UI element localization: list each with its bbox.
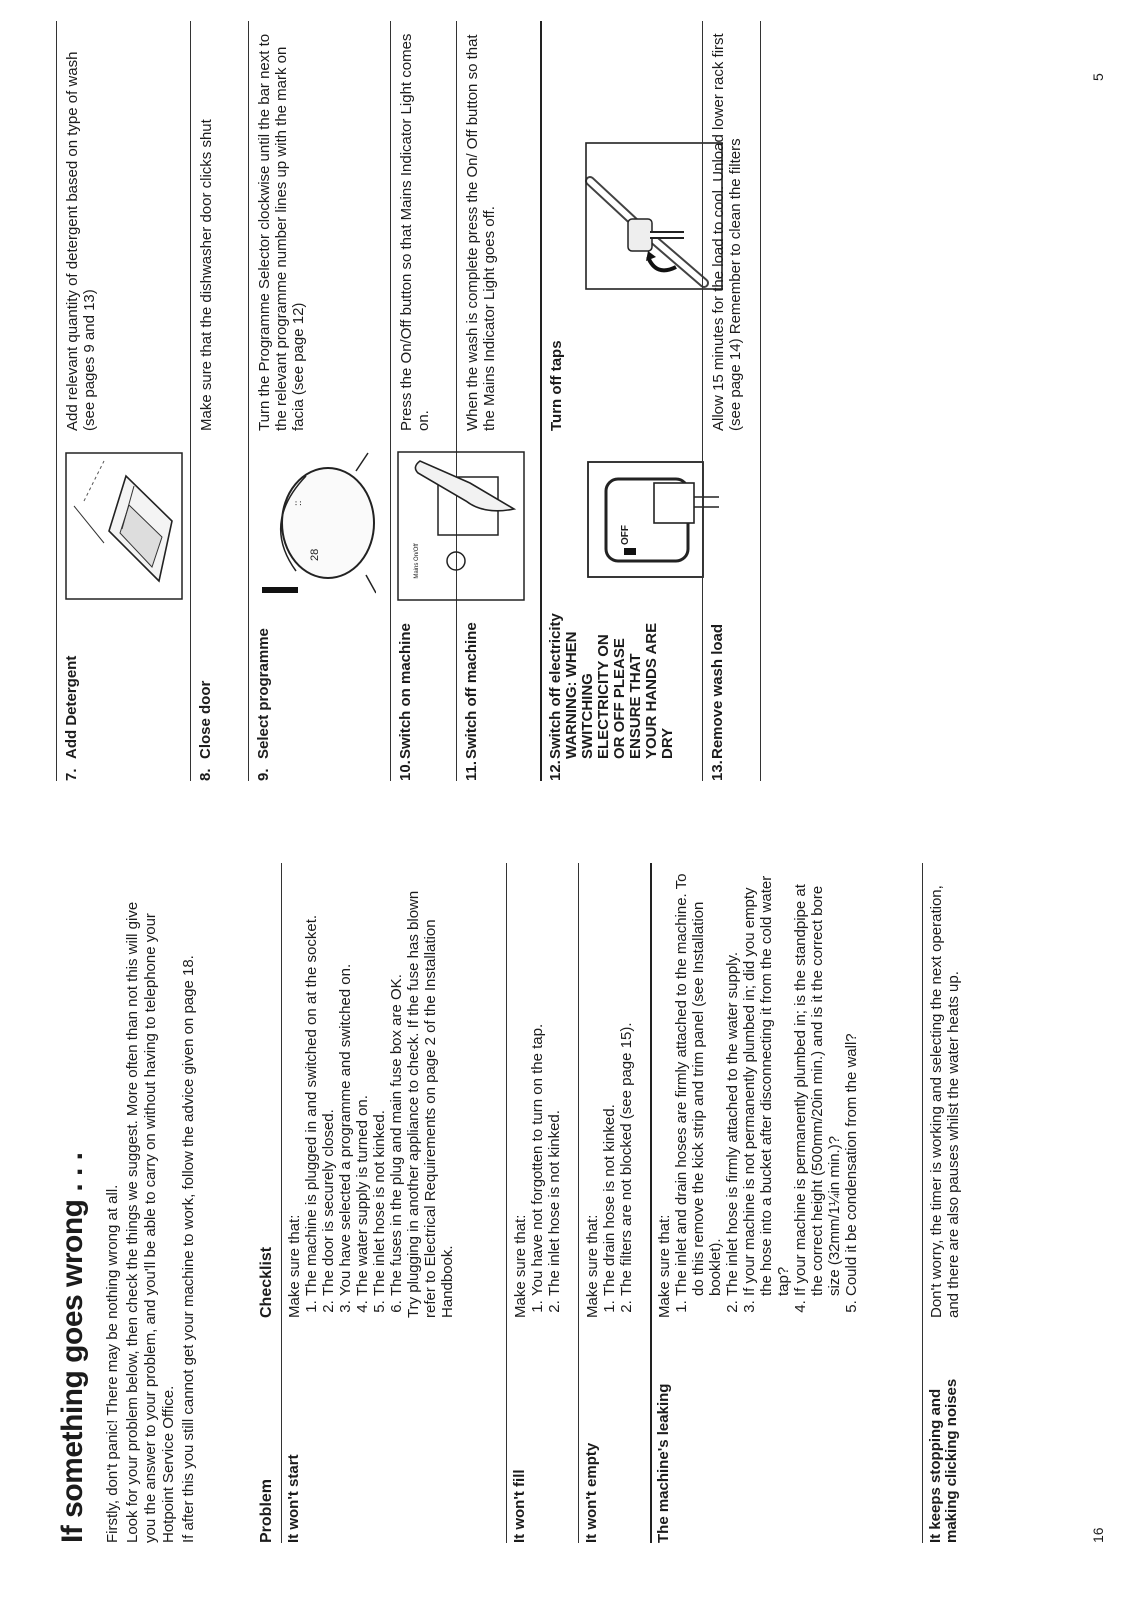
intro-paragraph: If after this you still cannot get your machine to work, follow the advice given on page 18.: [180, 955, 197, 1543]
list-item: 1. The drain hose is not kinked.: [601, 863, 618, 1296]
step-number: 7.: [63, 768, 80, 781]
checklist: [928, 863, 962, 1318]
divider: [390, 21, 391, 781]
list-item: 1. The machine is plugged in and switched on at the socket.: [303, 863, 320, 1296]
intro-paragraph: Look for your problem below, then check the things we suggest. More often than not this will give you the answer to your problem, and you'll be able to carry on without having to telephone your Hotpoint Service Office.: [124, 901, 177, 1543]
divider: [702, 21, 703, 781]
list-item: 5. The inlet hose is not kinked.: [371, 863, 388, 1296]
step-title: Select programme: [255, 628, 272, 759]
list-item: 3. You have selected a programme and switched on.: [337, 863, 354, 1296]
divider: [456, 21, 457, 781]
step-description: When the wash is complete press the On/ Off button so that the Mains Indicator Light goes off.: [464, 34, 498, 431]
list-item: 3. If your machine is not permanently plumbed in; did you empty the hose into a bucket after disconnecting it from the cold water tap?: [741, 863, 792, 1296]
list-item: 2. The inlet hose is firmly attached to the water supply.: [724, 863, 741, 1296]
step-label: [198, 606, 214, 781]
step-title: Switch off machine: [463, 622, 480, 759]
checklist-items: [673, 863, 860, 1318]
checklist-items: [601, 863, 635, 1318]
step-number: 11.: [463, 760, 480, 781]
divider: [506, 863, 507, 1543]
divider: [190, 21, 191, 781]
problem-label: It keeps stopping and making clicking noises: [927, 1378, 960, 1543]
step-description: Press the On/Off button so that Mains Indicator Light comes on.: [398, 33, 432, 431]
divider: [56, 21, 57, 781]
step-title: Add Detergent: [63, 655, 80, 759]
socket-caption: OFF: [620, 525, 631, 545]
column-header-checklist: Checklist: [258, 1246, 275, 1318]
svg-text:::: ::: [293, 500, 304, 506]
step-description: Add relevant quantity of detergent based on type of wash (see pages 9 and 13): [64, 51, 98, 431]
troubleshooting-page: [0, 831, 1132, 1581]
divider: [540, 21, 542, 781]
step-title-turn-off-taps: Turn off taps: [548, 340, 565, 431]
page-title: If something goes wrong . . .: [56, 1152, 89, 1543]
wall-socket-illustration: [584, 456, 719, 581]
checklist: [656, 863, 860, 1318]
step-number: 10.: [397, 760, 414, 781]
svg-text:28: 28: [309, 548, 321, 561]
checklist-items: [303, 863, 405, 1318]
page-number: 5: [1090, 73, 1106, 81]
step-label: [464, 606, 480, 781]
checklist-lead: Make sure that:: [656, 1214, 673, 1318]
step-title: Switch on machine: [397, 623, 414, 759]
step-number: 8.: [197, 768, 214, 781]
divider: [281, 863, 282, 1543]
checklist: [512, 863, 563, 1318]
column-header-problem: Problem: [258, 1478, 275, 1543]
switch-caption: Mains On/Off: [414, 543, 420, 579]
list-item: 4. The water supply is turned on.: [354, 863, 371, 1296]
safety-warning: WARNING: WHEN SWITCHING ELECTRICITY ON OR OFF PLEASE ENSURE THAT YOUR HANDS ARE DRY: [563, 622, 676, 759]
step-number: 9.: [255, 768, 272, 781]
problem-label: It won't fill: [511, 1469, 528, 1543]
step-title: Switch off electricity: [547, 613, 564, 759]
list-item: 1. The inlet and drain hoses are firmly attached to the machine. To do this remove the kick strip and trim panel (see Installation booklet).: [673, 863, 724, 1296]
step-label: [710, 606, 726, 781]
step-description: Allow 15 minutes for the load to cool. Unload lower rack first (see page 14) Remember to clean the filters: [710, 33, 744, 431]
step-label: [548, 581, 676, 781]
list-item: 1. You have not forgotten to turn on the tap.: [529, 863, 546, 1296]
on-off-switch-illustration: [396, 451, 526, 601]
divider: [760, 21, 761, 781]
list-item: 5. Could it be condensation from the wall?: [843, 863, 860, 1296]
page-number: 16: [1090, 1527, 1106, 1543]
checklist: [584, 863, 635, 1318]
problem-label: The machine's leaking: [655, 1383, 672, 1543]
intro-paragraph: Firstly, don't panic! There may be nothing wrong at all.: [104, 1184, 121, 1543]
list-item: 6. The fuses in the plug and main fuse box are OK.: [388, 863, 405, 1296]
step-title: Close door: [197, 680, 214, 759]
list-item: 2. The door is securely closed.: [320, 863, 337, 1296]
step-title: Remove wash load: [709, 623, 726, 759]
step-description: Make sure that the dishwasher door clicks shut: [198, 119, 215, 431]
checklist-note: Try plugging in another appliance to check. If the fuse has blown refer to Electrical Requirements on page 2 of the Installation Handbook.: [405, 890, 456, 1318]
checklist-items: [529, 863, 563, 1318]
problem-label: It won't start: [285, 1454, 302, 1543]
instructions-page: [0, 21, 1132, 781]
step-label: [256, 606, 272, 781]
water-tap-illustration: [584, 141, 724, 291]
problem-label: It won't empty: [583, 1442, 600, 1543]
list-item: 2. The inlet hose is not kinked.: [546, 863, 563, 1296]
step-label: [64, 606, 80, 781]
programme-dial-illustration: [256, 451, 376, 601]
checklist-lead: Make sure that:: [512, 1214, 529, 1318]
checklist-lead: Make sure that:: [584, 1214, 601, 1318]
divider: [578, 863, 579, 1543]
list-item: 4. If your machine is permanently plumbed in; is the standpipe at the correct height (500mm/20in min.) and is it the correct bore size (32mm/1¼in min.)?: [792, 863, 843, 1296]
divider: [650, 863, 652, 1543]
step-description: Turn the Programme Selector clockwise until the bar next to the relevant programme number lines up with the mark on facia (see page 12): [256, 33, 307, 431]
checklist-lead: Don't worry, the timer is working and selecting the next operation, and there are also pauses whilst the water heats up.: [928, 885, 962, 1318]
checklist-lead: Make sure that:: [286, 1214, 303, 1318]
checklist: [286, 863, 456, 1318]
divider: [248, 21, 249, 781]
intro-text: [104, 883, 200, 1543]
detergent-dispenser-illustration: [64, 451, 184, 601]
divider: [922, 863, 923, 1543]
step-number: 13.: [709, 760, 726, 781]
list-item: 2. The filters are not blocked (see page 15).: [618, 863, 635, 1296]
step-label: [398, 606, 414, 781]
step-number: 12.: [547, 760, 564, 781]
